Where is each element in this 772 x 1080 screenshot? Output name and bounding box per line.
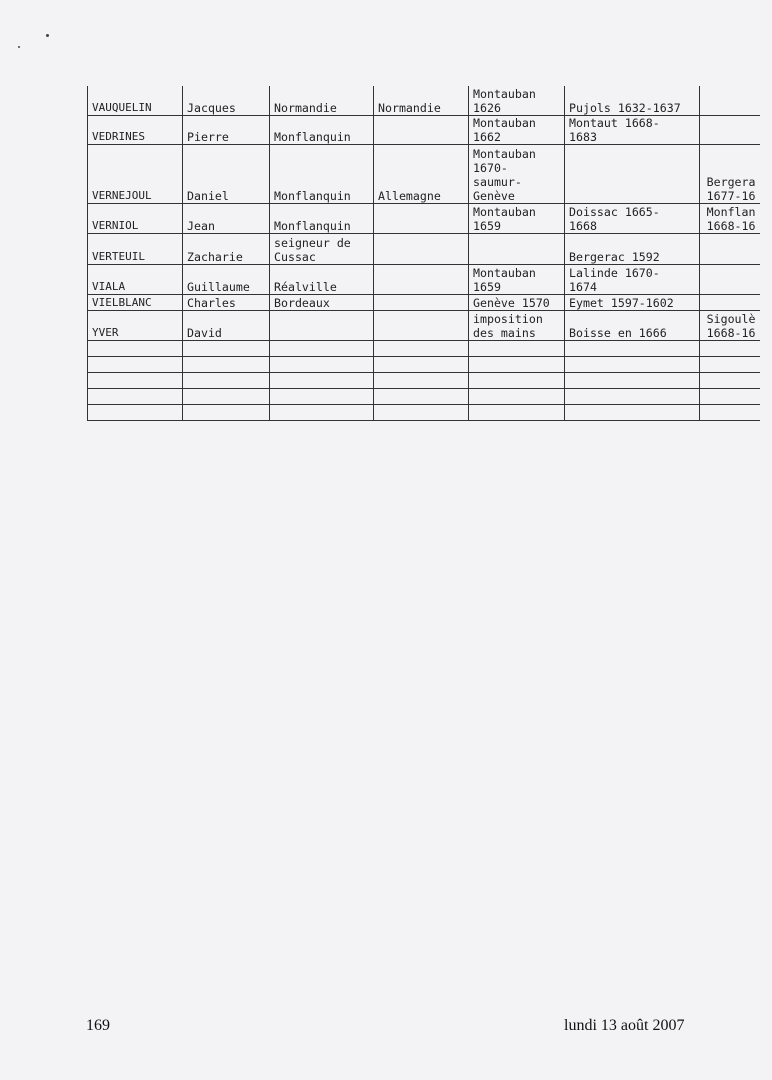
- cell-ministry: Pujols 1632-1637: [565, 86, 700, 116]
- cell-studies: Montauban 1659: [469, 265, 565, 295]
- table-row: [88, 116, 760, 145]
- cell-other: [700, 86, 760, 116]
- cell-studies: Montauban 1659: [469, 204, 565, 234]
- table-row: [88, 311, 760, 341]
- cell-other: Sigoulè 1668-16: [700, 311, 760, 341]
- cell-studies: [469, 234, 565, 265]
- cell-firstname: Jacques: [183, 86, 270, 116]
- empty-row: [88, 389, 760, 405]
- cell-surname: VERNEJOUL: [88, 145, 183, 204]
- cell-studies: imposition des mains: [469, 311, 565, 341]
- cell-studies: Montauban 1626: [469, 86, 565, 116]
- cell-firstname: Pierre: [183, 116, 270, 145]
- cell-surname: VEDRINES: [88, 116, 183, 145]
- cell-firstname: Charles: [183, 295, 270, 311]
- cell-studies: Montauban 1662: [469, 116, 565, 145]
- cell-studies: Genève 1570: [469, 295, 565, 311]
- empty-row: [88, 405, 760, 421]
- cell-origin: Normandie: [270, 86, 374, 116]
- cell-other: Bergera 1677-16: [700, 145, 760, 204]
- page-number: 169: [86, 1017, 110, 1034]
- ink-speck: [46, 34, 49, 37]
- cell-refuge: [374, 204, 469, 234]
- cell-refuge: Allemagne: [374, 145, 469, 204]
- table-row: [88, 265, 760, 295]
- table-row: [88, 145, 760, 204]
- cell-origin: Monflanquin: [270, 204, 374, 234]
- table-row: [88, 295, 760, 311]
- cell-ministry: [565, 145, 700, 204]
- footer-date: lundi 13 août 2007: [564, 1017, 685, 1034]
- cell-refuge: [374, 116, 469, 145]
- empty-row: [88, 373, 760, 389]
- cell-studies: Montauban 1670- saumur- Genève: [469, 145, 565, 204]
- cell-firstname: Guillaume: [183, 265, 270, 295]
- empty-row: [88, 341, 760, 357]
- cell-ministry: Eymet 1597-1602: [565, 295, 700, 311]
- cell-ministry: Lalinde 1670- 1674: [565, 265, 700, 295]
- cell-origin: [270, 311, 374, 341]
- cell-refuge: [374, 265, 469, 295]
- cell-origin: Monflanquin: [270, 145, 374, 204]
- cell-firstname: Jean: [183, 204, 270, 234]
- cell-ministry: Boisse en 1666: [565, 311, 700, 341]
- cell-ministry: Bergerac 1592: [565, 234, 700, 265]
- cell-surname: VIALA: [88, 265, 183, 295]
- cell-refuge: [374, 234, 469, 265]
- cell-origin: Bordeaux: [270, 295, 374, 311]
- cell-firstname: David: [183, 311, 270, 341]
- cell-refuge: [374, 311, 469, 341]
- cell-origin: Réalville: [270, 265, 374, 295]
- cell-surname: VIELBLANC: [88, 295, 183, 311]
- cell-refuge: Normandie: [374, 86, 469, 116]
- ink-speck: [18, 46, 20, 48]
- register-table: [87, 86, 760, 421]
- empty-row: [88, 357, 760, 373]
- cell-surname: YVER: [88, 311, 183, 341]
- table-row: [88, 86, 760, 116]
- cell-surname: VAUQUELIN: [88, 86, 183, 116]
- cell-other: [700, 116, 760, 145]
- cell-other: Monflan 1668-16: [700, 204, 760, 234]
- table-row: [88, 204, 760, 234]
- cell-ministry: Doissac 1665- 1668: [565, 204, 700, 234]
- cell-other: [700, 234, 760, 265]
- cell-ministry: Montaut 1668- 1683: [565, 116, 700, 145]
- cell-surname: VERNIOL: [88, 204, 183, 234]
- cell-other: [700, 265, 760, 295]
- cell-refuge: [374, 295, 469, 311]
- cell-firstname: Daniel: [183, 145, 270, 204]
- cell-origin: seigneur de Cussac: [270, 234, 374, 265]
- table-row: [88, 234, 760, 265]
- cell-firstname: Zacharie: [183, 234, 270, 265]
- cell-other: [700, 295, 760, 311]
- cell-origin: Monflanquin: [270, 116, 374, 145]
- cell-surname: VERTEUIL: [88, 234, 183, 265]
